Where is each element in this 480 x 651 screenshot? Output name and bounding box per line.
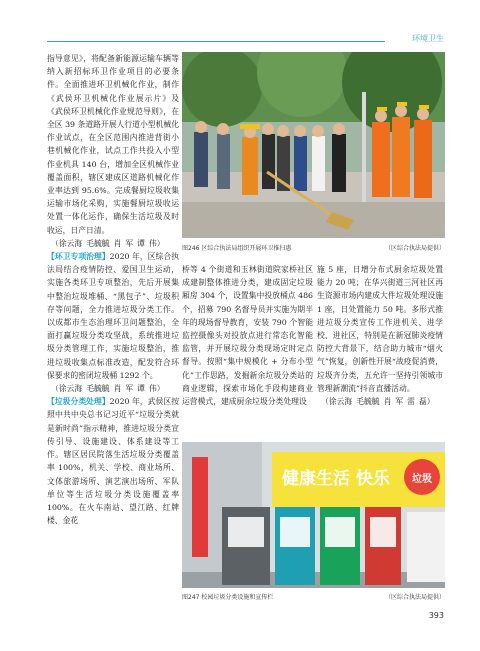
photo-sorting-bins [182,442,445,588]
figure-247-title: 校园垃圾分类设施和宣传栏 [201,594,274,601]
paragraph-waste-sorting: 【垃圾分类处理】2020 年，武侯区按照中共中央总书记习近平“垃圾分类就是新时尚”指示精神，推进垃圾分类宣传引导、设施建设、体系建设等工作。辖区居民院落生活垃圾分类覆盖率 100%，机关、学校、商业场所、文体旅游场所、演艺演出场所、军队单位等生活垃圾分类设施覆盖率 100%。在火车南站、望江路、红牌楼、金花 [47,397,179,526]
page-number: 393 [428,611,444,620]
figure-246-credit: （区综合执法局提供） [384,245,445,252]
left-column [47,52,179,527]
paragraph-right: 施 5 座，日增分布式厨余垃圾处置能力 20 吨；在华兴街道三河社区再生资源市场内建成大件垃圾处理设施 1 座，日处置能力 50 吨。多形式推进垃圾分类宣传工作进机关、进学校、进社区，特别是在新冠肺炎疫情防控大背景下，结合助力城市“烟火气”恢复，创新性开展“战疫促消费，垃圾齐分类，五允许一坚持引领城市管理新潮流”抖音直播活动。 [317,265,443,393]
credit-line-3: （徐云海 毛毓毓 肖 军 雷 磊） [321,397,435,407]
header-rule [47,41,385,42]
figure-247-label: 图247 [182,594,200,601]
photo-street-sweeping [182,52,445,238]
banner-text: 健康生活 快乐 [282,469,390,489]
sorting-bins-illustration [182,442,445,588]
page-header [0,0,480,46]
credit-line-2: （徐云海 毛毓毓 肖 军 谭 伟） [51,384,165,394]
header-title: 环境卫生 [412,34,444,43]
paragraph-middle: 桥等 4 个街道和玉林街道院家桥社区成建制整体推进分类，建成固定垃圾厢房 304 个，设置集中投放桶点 486 个，招募 790 名督导员并实施为期半年的现场督导教育，安装 790 个智能监控摄像头对投放点进行常态化智能监管，并开展垃圾分类现场定时定点督导。按照“集中规模化 + 分布小型化”工作思路，发掘新余垃圾分类站的商业逻辑，探索市场化手段构建商业运营模式，建成厨余垃圾分类处理设 [182,265,313,407]
section-tag-waste-sorting: 【垃圾分类处理】 [47,397,110,407]
middle-column [182,263,313,408]
section-tag-sanitation: 【环卫专项治理】 [47,252,110,262]
figure-247-caption [182,592,445,602]
figure-246-caption [182,243,445,253]
figure-246-label: 图246 [182,245,200,252]
paragraph-mechanization: 指导意见》，将配备新能源运输车辆等纳入新招标环卫作业项目的必要条件。全面推进环卫机械化作业，制作《武侯环卫机械化作业展示片》及《武侯环卫机械化作业规范导则》，在全区 39 条道路开展人行道小型机械化作业试点，在全区范围内推进背街小巷机械化作业，试点工作共投入小型作业机具 140 台，增加全区机械作业覆盖面积，辖区建成区道路机械化作业率达到 95.6%。完成餐厨垃圾收集运输市场化采购，实施餐厨垃圾收运处置一体化运作，确保生活垃圾及时收运，日产日清。 [47,54,179,235]
banner-accent-text: 垃圾 [412,474,432,485]
figure-247-credit: （区综合执法局提供） [384,594,445,601]
right-column [317,263,443,408]
paragraph-special-governance: 【环卫专项治理】2020 年，区综合执法局结合疫情防控、爱国卫生运动，实施各类环卫专项整治，先后开展集中整治垃圾堆桶、“黑包子”、垃圾积存等问题，全力推进垃圾分类工作。以成都市生态治理环卫问题整治，全面打赢垃圾分类攻坚战，系统推进垃圾分类管理工作，实施垃圾整治，推进垃圾收集点标准改造，配发符合环保要求的密闭垃圾桶 1292 个。 [47,252,179,380]
credit-line-1: （徐云海 毛毓毓 肖 军 谭 伟） [51,238,165,248]
street-sweeping-illustration [182,52,445,238]
figure-246-title: 区综合执法局组织开展环卫推扫惠 [201,245,292,252]
